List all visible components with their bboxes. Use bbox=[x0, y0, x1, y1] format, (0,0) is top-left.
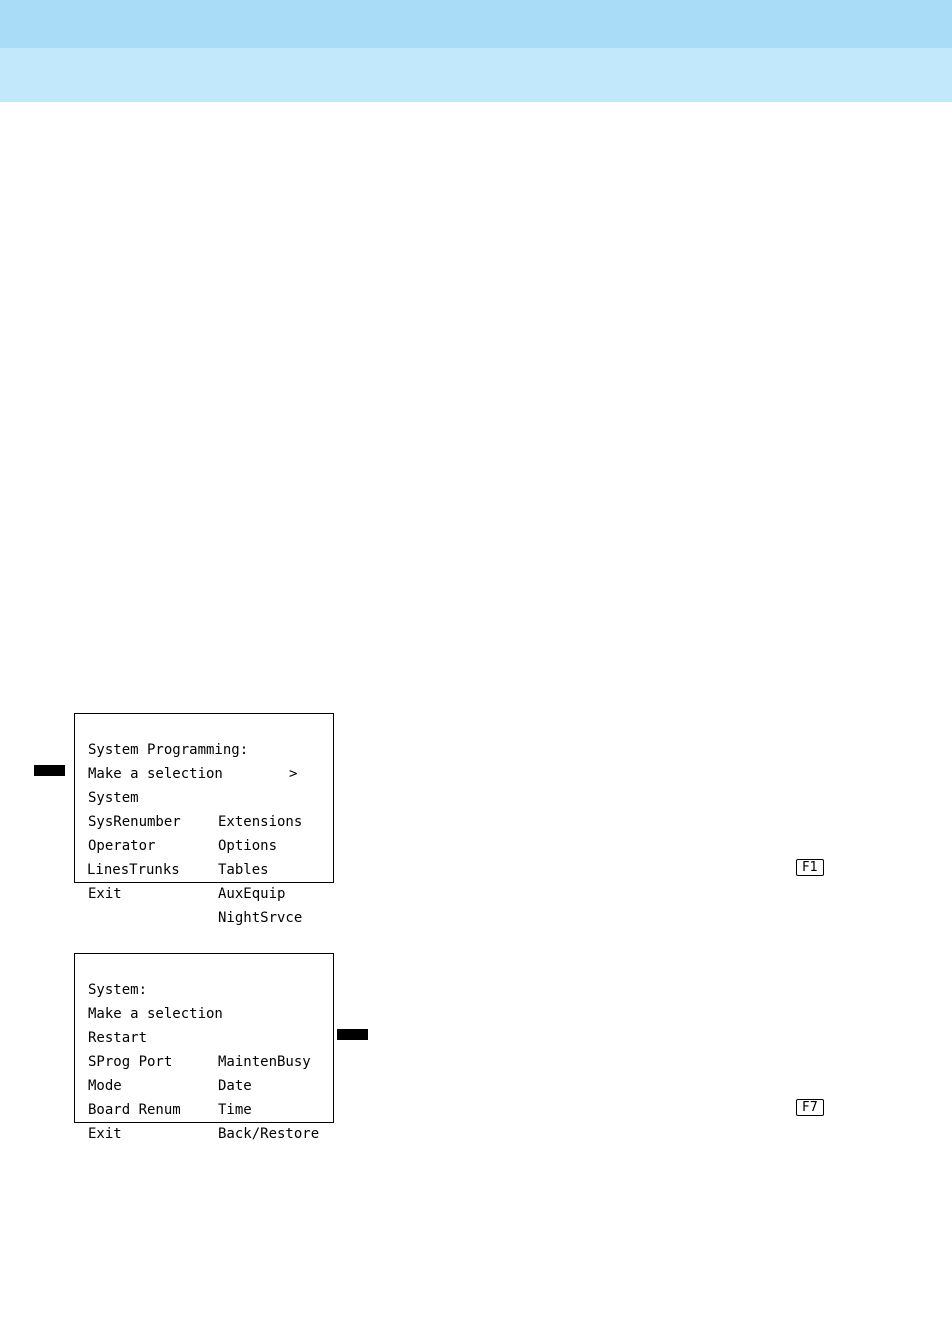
menu-option-exit[interactable]: Exit bbox=[88, 886, 122, 902]
more-arrow: > bbox=[289, 766, 298, 782]
menu-option-linestrunks[interactable]: LinesTrunks bbox=[87, 862, 180, 878]
menu-option-sprog-port[interactable]: SProg Port bbox=[88, 1054, 173, 1070]
menu-option-extensions[interactable]: Extensions bbox=[218, 814, 303, 830]
menu-option-system[interactable]: System bbox=[88, 790, 139, 806]
screen-title: System: bbox=[88, 982, 148, 998]
screen-prompt: Make a selection bbox=[88, 1006, 223, 1022]
console-screen-system-programming bbox=[74, 713, 334, 926]
menu-option-operator[interactable]: Operator bbox=[88, 838, 156, 854]
screen-prompt-row bbox=[75, 978, 333, 1022]
menu-option-options[interactable]: Options bbox=[218, 838, 278, 854]
function-key-f1[interactable]: F1 bbox=[796, 859, 824, 876]
header-band-bottom bbox=[0, 48, 952, 102]
selection-marker bbox=[34, 765, 65, 776]
selection-marker bbox=[337, 1029, 368, 1040]
screen-title-row bbox=[75, 954, 333, 998]
menu-option-sysrenumber[interactable]: SysRenumber bbox=[88, 814, 181, 830]
menu-option-auxequip[interactable]: AuxEquip bbox=[218, 886, 286, 902]
menu-option-maintenbusy[interactable]: MaintenBusy bbox=[218, 1054, 311, 1070]
menu-option-back-restore[interactable]: Back/Restore bbox=[218, 1126, 320, 1142]
header-band-top bbox=[0, 0, 952, 48]
screen-prompt: Make a selection bbox=[88, 766, 223, 782]
menu-option-nightsrvce[interactable]: NightSrvce bbox=[218, 910, 303, 926]
menu-option-tables[interactable]: Tables bbox=[218, 862, 269, 878]
screen-prompt-row bbox=[75, 738, 333, 782]
menu-option-restart[interactable]: Restart bbox=[88, 1030, 148, 1046]
menu-option-date[interactable]: Date bbox=[218, 1078, 252, 1094]
menu-option-board-renum[interactable]: Board Renum bbox=[88, 1102, 181, 1118]
console-screen-system bbox=[74, 953, 334, 1142]
menu-option-time[interactable]: Time bbox=[218, 1102, 252, 1118]
menu-option-exit[interactable]: Exit bbox=[88, 1126, 122, 1142]
function-key-f7[interactable]: F7 bbox=[796, 1099, 824, 1116]
screen-title: System Programming: bbox=[88, 742, 249, 758]
menu-option-mode[interactable]: Mode bbox=[88, 1078, 122, 1094]
